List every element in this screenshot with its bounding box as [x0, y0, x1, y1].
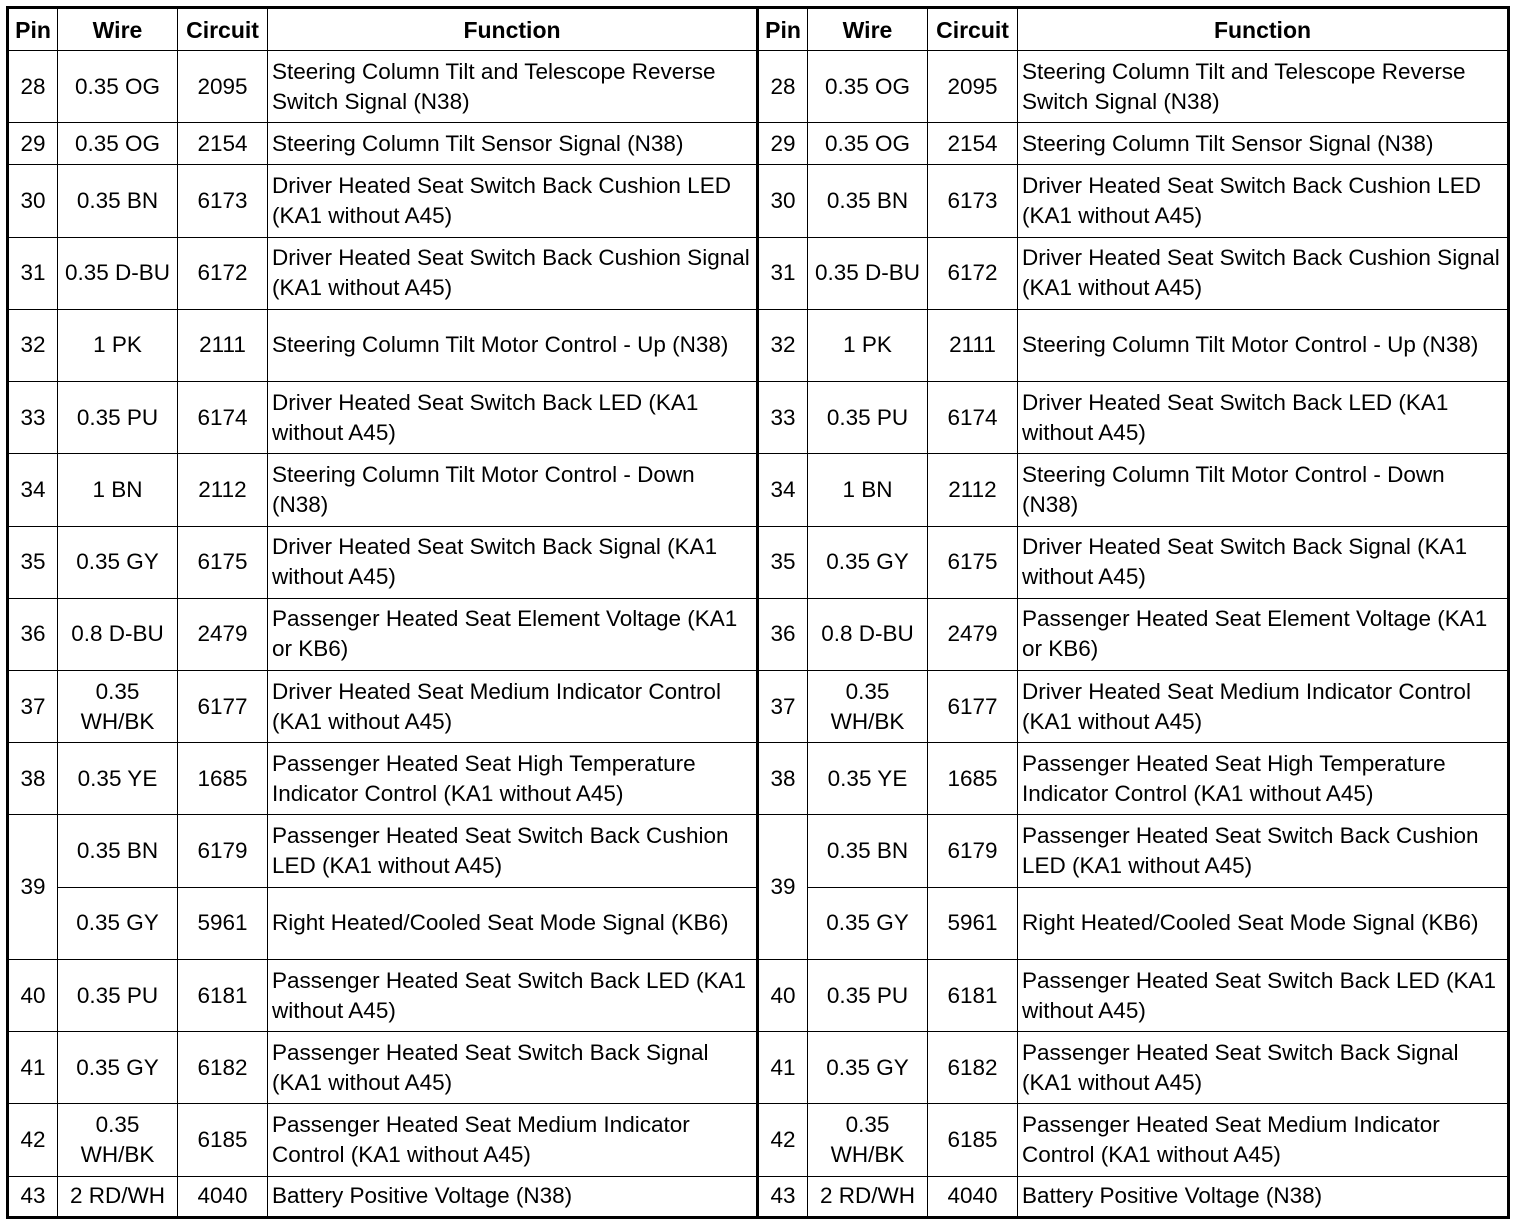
circuit-cell: 6172 [928, 237, 1018, 309]
pin-cell: 42 [758, 1104, 808, 1176]
function-cell: Driver Heated Seat Medium Indicator Control (KA1 without A45) [268, 671, 758, 743]
pin-cell: 39 [8, 815, 58, 959]
wire-cell: 0.35 OG [58, 123, 178, 165]
pin-cell: 35 [8, 526, 58, 598]
circuit-cell: 6182 [178, 1032, 268, 1104]
circuit-cell: 2154 [178, 123, 268, 165]
circuit-cell: 2112 [928, 454, 1018, 526]
circuit-cell: 6175 [178, 526, 268, 598]
pin-cell: 28 [8, 51, 58, 123]
wire-cell: 0.8 D-BU [808, 598, 928, 670]
wire-cell: 0.35 BN [58, 165, 178, 237]
table-row [8, 237, 1509, 309]
header-circuit: Circuit [178, 8, 268, 51]
wire-cell: 0.35 OG [58, 51, 178, 123]
circuit-cell: 6175 [928, 526, 1018, 598]
pin-cell: 38 [8, 743, 58, 815]
function-cell: Steering Column Tilt Sensor Signal (N38) [1018, 123, 1509, 165]
pin-cell: 36 [758, 598, 808, 670]
function-cell: Driver Heated Seat Switch Back LED (KA1 without A45) [1018, 382, 1509, 454]
circuit-cell: 6174 [928, 382, 1018, 454]
wire-cell: 0.35 WH/BK [808, 671, 928, 743]
function-cell: Battery Positive Voltage (N38) [1018, 1176, 1509, 1217]
circuit-cell: 6182 [928, 1032, 1018, 1104]
pin-cell: 33 [758, 382, 808, 454]
wire-cell: 0.35 PU [808, 959, 928, 1031]
circuit-cell: 6181 [928, 959, 1018, 1031]
circuit-cell: 5961 [928, 887, 1018, 959]
pin-cell: 37 [758, 671, 808, 743]
wire-cell: 1 PK [808, 309, 928, 381]
wire-cell: 0.35 GY [808, 1032, 928, 1104]
table-row [8, 671, 1509, 743]
wire-cell: 0.35 OG [808, 51, 928, 123]
circuit-cell: 1685 [928, 743, 1018, 815]
circuit-cell: 6173 [928, 165, 1018, 237]
wire-cell: 1 BN [808, 454, 928, 526]
table-row [8, 51, 1509, 123]
pin-cell: 33 [8, 382, 58, 454]
wire-cell: 0.35 YE [58, 743, 178, 815]
wire-cell: 0.35 GY [58, 887, 178, 959]
function-cell: Steering Column Tilt Motor Control - Down (N38) [1018, 454, 1509, 526]
header-pin: Pin [8, 8, 58, 51]
table-row [8, 165, 1509, 237]
wire-cell: 0.35 PU [808, 382, 928, 454]
table-row [8, 123, 1509, 165]
header-pin: Pin [758, 8, 808, 51]
circuit-cell: 6173 [178, 165, 268, 237]
wire-cell: 2 RD/WH [808, 1176, 928, 1217]
pin-cell: 41 [758, 1032, 808, 1104]
circuit-cell: 6172 [178, 237, 268, 309]
pin-cell: 36 [8, 598, 58, 670]
header-function: Function [1018, 8, 1509, 51]
function-cell: Right Heated/Cooled Seat Mode Signal (KB6) [1018, 887, 1509, 959]
pin-cell: 37 [8, 671, 58, 743]
wire-cell: 0.8 D-BU [58, 598, 178, 670]
header-function: Function [268, 8, 758, 51]
circuit-cell: 2111 [178, 309, 268, 381]
table-row [8, 454, 1509, 526]
wire-cell: 0.35 BN [808, 815, 928, 887]
pin-cell: 43 [8, 1176, 58, 1217]
pin-cell: 28 [758, 51, 808, 123]
circuit-cell: 6179 [178, 815, 268, 887]
wire-cell: 2 RD/WH [58, 1176, 178, 1217]
wire-cell: 0.35 D-BU [58, 237, 178, 309]
function-cell: Steering Column Tilt Motor Control - Down (N38) [268, 454, 758, 526]
function-cell: Steering Column Tilt Sensor Signal (N38) [268, 123, 758, 165]
circuit-cell: 2095 [178, 51, 268, 123]
pin-cell: 30 [8, 165, 58, 237]
pin-cell: 38 [758, 743, 808, 815]
function-cell: Steering Column Tilt and Telescope Reverse Switch Signal (N38) [268, 51, 758, 123]
pin-cell: 34 [8, 454, 58, 526]
wire-cell: 0.35 WH/BK [58, 671, 178, 743]
table-row [8, 959, 1509, 1031]
circuit-cell: 6174 [178, 382, 268, 454]
circuit-cell: 2479 [178, 598, 268, 670]
pin-cell: 39 [758, 815, 808, 959]
pin-cell: 29 [758, 123, 808, 165]
pin-cell: 30 [758, 165, 808, 237]
function-cell: Passenger Heated Seat Medium Indicator Control (KA1 without A45) [1018, 1104, 1509, 1176]
circuit-cell: 2095 [928, 51, 1018, 123]
pin-cell: 35 [758, 526, 808, 598]
function-cell: Passenger Heated Seat High Temperature Indicator Control (KA1 without A45) [268, 743, 758, 815]
pin-cell: 32 [758, 309, 808, 381]
function-cell: Driver Heated Seat Switch Back Cushion LED (KA1 without A45) [268, 165, 758, 237]
connector-pinout-table [6, 6, 1510, 1219]
function-cell: Steering Column Tilt and Telescope Reverse Switch Signal (N38) [1018, 51, 1509, 123]
wire-cell: 0.35 GY [58, 1032, 178, 1104]
pin-cell: 40 [758, 959, 808, 1031]
table-row [8, 1176, 1509, 1217]
pin-cell: 34 [758, 454, 808, 526]
circuit-cell: 6181 [178, 959, 268, 1031]
wire-cell: 0.35 GY [808, 526, 928, 598]
header-wire: Wire [58, 8, 178, 51]
table-row [8, 743, 1509, 815]
function-cell: Steering Column Tilt Motor Control - Up (N38) [268, 309, 758, 381]
function-cell: Driver Heated Seat Switch Back Signal (KA1 without A45) [268, 526, 758, 598]
function-cell: Driver Heated Seat Switch Back Signal (KA1 without A45) [1018, 526, 1509, 598]
function-cell: Driver Heated Seat Switch Back LED (KA1 without A45) [268, 382, 758, 454]
circuit-cell: 6177 [178, 671, 268, 743]
function-cell: Battery Positive Voltage (N38) [268, 1176, 758, 1217]
function-cell: Passenger Heated Seat Switch Back LED (KA1 without A45) [1018, 959, 1509, 1031]
wire-cell: 0.35 BN [808, 165, 928, 237]
header-circuit: Circuit [928, 8, 1018, 51]
wire-cell: 0.35 WH/BK [808, 1104, 928, 1176]
table-row [8, 382, 1509, 454]
pin-cell: 41 [8, 1032, 58, 1104]
pin-cell: 31 [8, 237, 58, 309]
circuit-cell: 4040 [178, 1176, 268, 1217]
wire-cell: 0.35 GY [808, 887, 928, 959]
pin-cell: 32 [8, 309, 58, 381]
circuit-cell: 6185 [178, 1104, 268, 1176]
pin-cell: 31 [758, 237, 808, 309]
circuit-cell: 1685 [178, 743, 268, 815]
wire-cell: 0.35 YE [808, 743, 928, 815]
table-row [8, 1032, 1509, 1104]
function-cell: Driver Heated Seat Switch Back Cushion LED (KA1 without A45) [1018, 165, 1509, 237]
table-row [8, 598, 1509, 670]
circuit-cell: 2111 [928, 309, 1018, 381]
function-cell: Driver Heated Seat Switch Back Cushion Signal (KA1 without A45) [268, 237, 758, 309]
function-cell: Driver Heated Seat Switch Back Cushion Signal (KA1 without A45) [1018, 237, 1509, 309]
circuit-cell: 6179 [928, 815, 1018, 887]
circuit-cell: 2112 [178, 454, 268, 526]
circuit-cell: 4040 [928, 1176, 1018, 1217]
function-cell: Right Heated/Cooled Seat Mode Signal (KB6) [268, 887, 758, 959]
circuit-cell: 2479 [928, 598, 1018, 670]
function-cell: Passenger Heated Seat Switch Back LED (KA1 without A45) [268, 959, 758, 1031]
circuit-cell: 6185 [928, 1104, 1018, 1176]
pin-cell: 42 [8, 1104, 58, 1176]
wire-cell: 0.35 WH/BK [58, 1104, 178, 1176]
circuit-cell: 6177 [928, 671, 1018, 743]
header-wire: Wire [808, 8, 928, 51]
table-row [8, 1104, 1509, 1176]
table-row [8, 526, 1509, 598]
circuit-cell: 5961 [178, 887, 268, 959]
table-row [8, 815, 1509, 887]
wire-cell: 0.35 BN [58, 815, 178, 887]
function-cell: Passenger Heated Seat Switch Back Signal (KA1 without A45) [268, 1032, 758, 1104]
pin-cell: 40 [8, 959, 58, 1031]
function-cell: Passenger Heated Seat High Temperature Indicator Control (KA1 without A45) [1018, 743, 1509, 815]
table-row [8, 309, 1509, 381]
function-cell: Passenger Heated Seat Switch Back Cushion LED (KA1 without A45) [1018, 815, 1509, 887]
function-cell: Passenger Heated Seat Element Voltage (KA1 or KB6) [1018, 598, 1509, 670]
wire-cell: 1 BN [58, 454, 178, 526]
function-cell: Steering Column Tilt Motor Control - Up (N38) [1018, 309, 1509, 381]
circuit-cell: 2154 [928, 123, 1018, 165]
pin-cell: 43 [758, 1176, 808, 1217]
function-cell: Passenger Heated Seat Switch Back Cushion LED (KA1 without A45) [268, 815, 758, 887]
wire-cell: 0.35 PU [58, 382, 178, 454]
function-cell: Passenger Heated Seat Element Voltage (KA1 or KB6) [268, 598, 758, 670]
wire-cell: 0.35 D-BU [808, 237, 928, 309]
wire-cell: 0.35 GY [58, 526, 178, 598]
wire-cell: 0.35 PU [58, 959, 178, 1031]
wire-cell: 1 PK [58, 309, 178, 381]
function-cell: Passenger Heated Seat Switch Back Signal (KA1 without A45) [1018, 1032, 1509, 1104]
function-cell: Driver Heated Seat Medium Indicator Control (KA1 without A45) [1018, 671, 1509, 743]
wire-cell: 0.35 OG [808, 123, 928, 165]
function-cell: Passenger Heated Seat Medium Indicator Control (KA1 without A45) [268, 1104, 758, 1176]
header-row [8, 8, 1509, 51]
pin-cell: 29 [8, 123, 58, 165]
